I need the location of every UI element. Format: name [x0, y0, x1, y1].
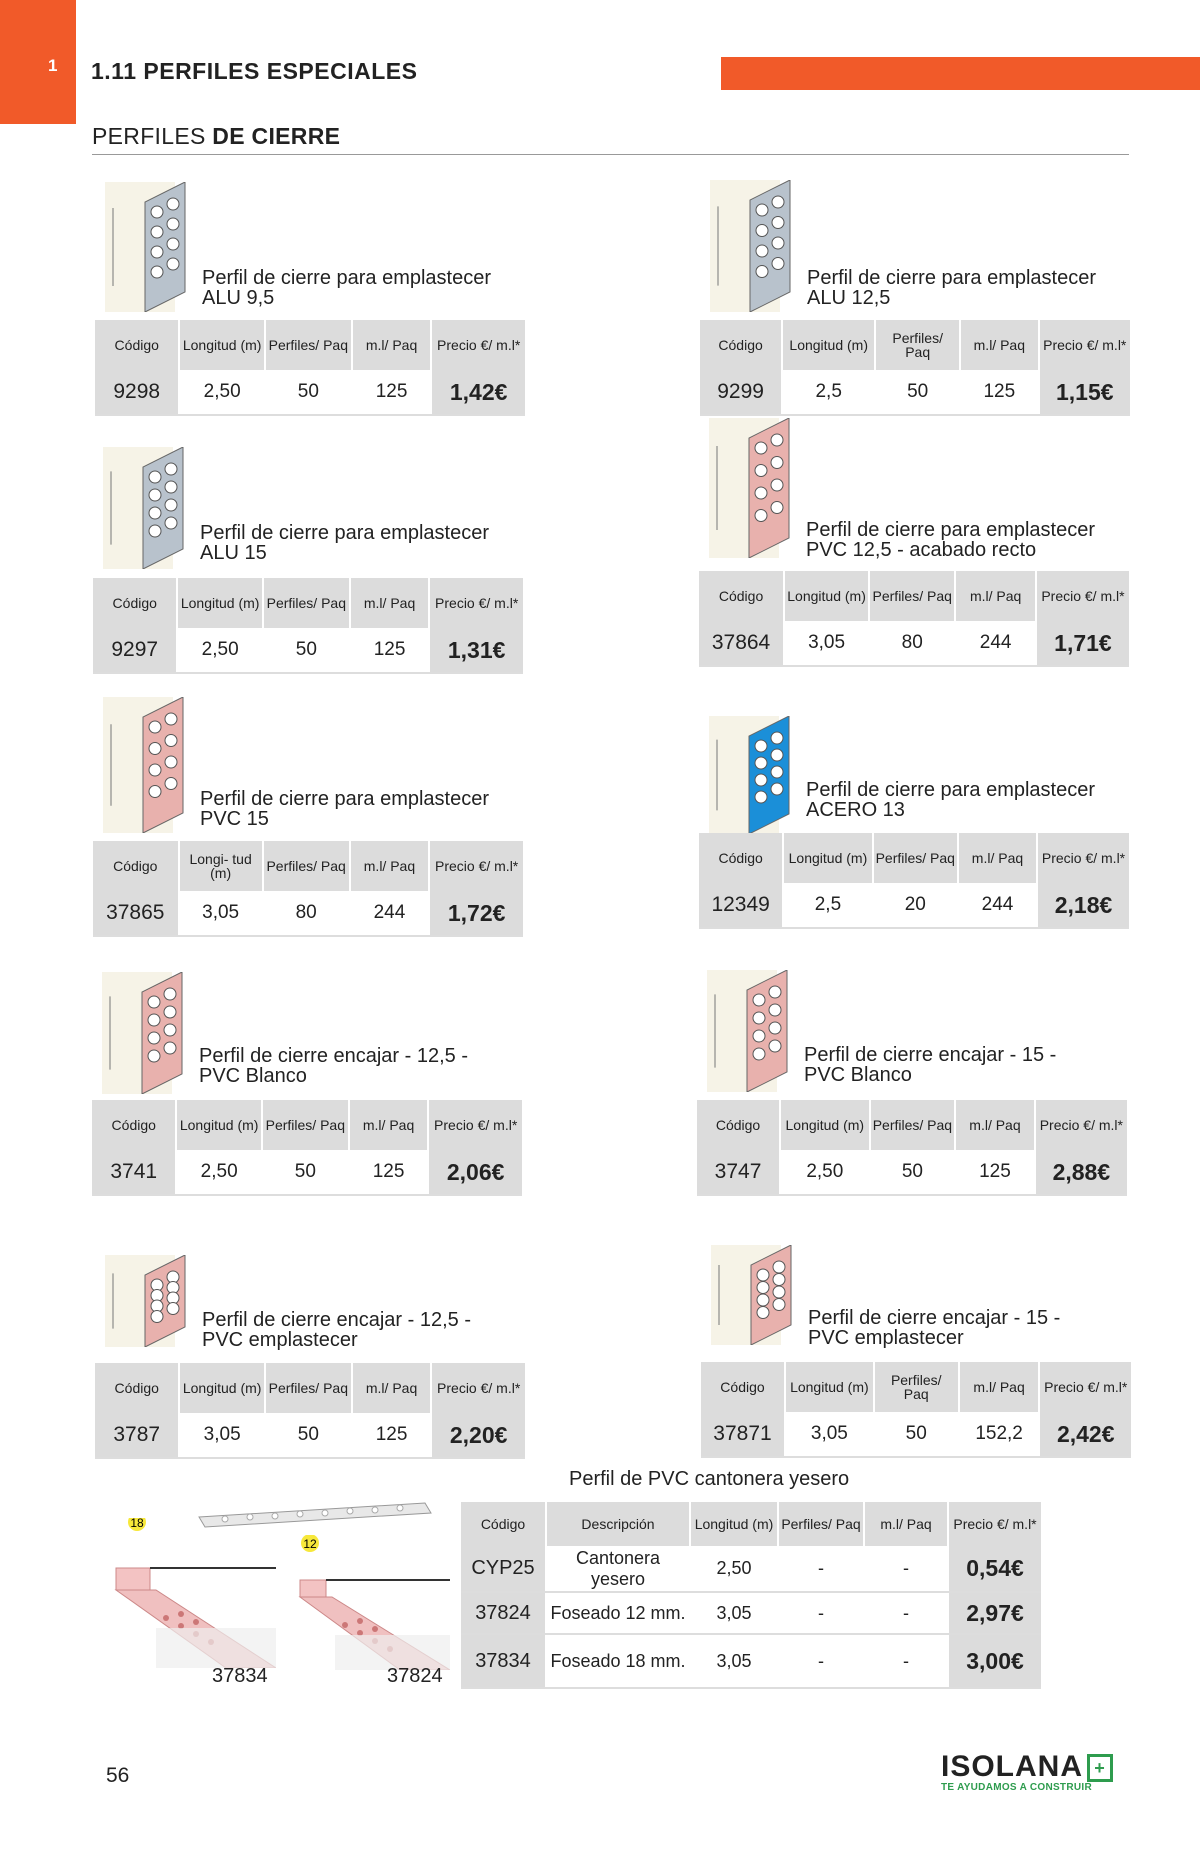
table-header-row: [92, 1100, 522, 1150]
col-codigo: Código: [93, 841, 179, 891]
product-block: [93, 697, 523, 935]
product-block: [700, 180, 1130, 414]
cell-longitud: 3,05: [690, 1634, 778, 1688]
table-row: [95, 370, 525, 415]
cell-perfiles: 80: [869, 621, 955, 666]
image-label-37824: 37824: [387, 1665, 443, 1687]
cell-codigo: 37824: [461, 1592, 546, 1634]
cell-descripcion: Foseado 12 mm.: [546, 1592, 690, 1634]
col-longitud: Longitud (m): [176, 1100, 261, 1150]
spec-table: [700, 320, 1130, 416]
cell-codigo: 3741: [92, 1150, 176, 1195]
col-codigo: Código: [701, 1362, 785, 1412]
cell-perfiles: -: [778, 1634, 864, 1688]
table-header-row: [95, 320, 525, 370]
product-name: Perfil de cierre encajar - 15 - PVC emplastecer: [808, 1307, 1061, 1349]
col-perfiles: Perfiles/ Paq: [873, 833, 958, 883]
product-block: [701, 1245, 1131, 1456]
cell-perfiles: 50: [265, 370, 352, 415]
profile-image: [102, 972, 192, 1099]
spec-table: [93, 841, 523, 937]
svg-text:18: 18: [130, 1518, 144, 1530]
table-row: [699, 621, 1129, 666]
spec-table: [92, 1100, 522, 1196]
cell-precio: 1,71€: [1036, 621, 1129, 666]
col-precio: Precio €/ m.l*: [948, 1502, 1041, 1546]
spec-table: [697, 1100, 1127, 1196]
cell-codigo: 37865: [93, 891, 179, 936]
cell-perfiles: 20: [873, 883, 958, 928]
cell-ml: 125: [352, 370, 432, 415]
table-header-row: [697, 1100, 1127, 1150]
page-number: 56: [106, 1764, 130, 1787]
col-codigo: Código: [95, 1363, 179, 1413]
col-codigo: Código: [461, 1502, 546, 1546]
col-codigo: Código: [699, 571, 784, 621]
col-ml: m.l/ Paq: [349, 1100, 429, 1150]
cell-codigo: 37864: [699, 621, 784, 666]
col-longitud: Longitud (m): [785, 1362, 874, 1412]
cell-longitud: 3,05: [690, 1592, 778, 1634]
cell-longitud: 2,5: [782, 370, 875, 415]
product-name: Perfil de cierre para emplastecer ALU 15: [200, 522, 490, 564]
cell-ml: -: [864, 1634, 948, 1688]
product-name: Perfil de cierre encajar - 12,5 - PVC Blanco: [199, 1045, 469, 1087]
product-name: Perfil de cierre para emplastecer ALU 9,5: [202, 267, 492, 309]
cell-ml: -: [864, 1546, 948, 1592]
cell-codigo: 9297: [93, 628, 177, 673]
col-longitud: Longitud (m): [177, 578, 262, 628]
cell-codigo: 9299: [700, 370, 782, 415]
cell-precio: 0,54€: [948, 1546, 1041, 1592]
table-row: [461, 1592, 1041, 1634]
cell-precio: 3,00€: [948, 1634, 1041, 1688]
cell-longitud: 2,50: [179, 370, 264, 415]
cantonera-table: [461, 1502, 1041, 1689]
profile-image: [709, 418, 799, 563]
section-subtitle: PERFILES DE CIERRE: [92, 123, 341, 149]
cell-precio: 1,31€: [429, 628, 523, 673]
product-block: [699, 418, 1129, 665]
profile-image: [103, 447, 193, 574]
cell-ml: 152,2: [959, 1412, 1040, 1457]
cell-precio: 1,15€: [1039, 370, 1131, 415]
product-name: Perfil de cierre para emplastecer ACERO 13: [806, 779, 1096, 821]
cell-ml: 125: [349, 1150, 429, 1195]
col-ml: m.l/ Paq: [959, 1362, 1040, 1412]
cell-ml: -: [864, 1592, 948, 1634]
cell-longitud: 2,50: [177, 628, 262, 673]
cell-longitud: 3,05: [785, 1412, 874, 1457]
table-header-row: [700, 320, 1130, 370]
image-label-37834: 37834: [212, 1665, 268, 1687]
product-name: Perfil de cierre para emplastecer PVC 12,5 - acabado recto: [806, 519, 1096, 561]
col-ml: m.l/ Paq: [960, 320, 1038, 370]
product-name: Perfil de cierre para emplastecer ALU 12,5: [807, 267, 1097, 309]
cell-precio: 2,20€: [431, 1413, 525, 1458]
col-perfiles: Perfiles/ Paq: [875, 320, 960, 370]
plus-icon: +: [1087, 1754, 1113, 1782]
cell-precio: 2,06€: [428, 1150, 522, 1195]
cell-perfiles: 50: [263, 628, 350, 673]
cell-ml: 244: [955, 621, 1036, 666]
col-longitud: Longitud (m): [179, 320, 264, 370]
col-codigo: Código: [700, 320, 782, 370]
cell-ml: 125: [955, 1150, 1034, 1195]
cell-precio: 1,72€: [429, 891, 523, 936]
table-row: [699, 883, 1129, 928]
cell-perfiles: 80: [263, 891, 350, 936]
product-block: [697, 970, 1127, 1194]
col-precio: Precio €/ m.l*: [1039, 320, 1131, 370]
product-name: Perfil de cierre para emplastecer PVC 15: [200, 788, 490, 830]
profile-image: [103, 697, 193, 838]
cell-ml: 244: [958, 883, 1037, 928]
col-precio: Precio €/ m.l*: [1037, 833, 1129, 883]
table-row: [92, 1150, 522, 1195]
spec-table: [699, 571, 1129, 667]
col-precio: Precio €/ m.l*: [429, 578, 523, 628]
table-row: [95, 1413, 525, 1458]
cell-ml: 125: [350, 628, 430, 673]
cell-codigo: CYP25: [461, 1546, 546, 1592]
col-longitud: Longitud (m): [179, 1363, 264, 1413]
col-codigo: Código: [697, 1100, 780, 1150]
col-ml: m.l/ Paq: [352, 320, 432, 370]
product-name: Perfil de cierre encajar - 12,5 - PVC emplastecer: [202, 1309, 472, 1351]
table-header-row: [701, 1362, 1131, 1412]
cell-codigo: 37834: [461, 1634, 546, 1688]
cell-perfiles: 50: [870, 1150, 956, 1195]
col-ml: m.l/ Paq: [955, 571, 1036, 621]
col-codigo: Código: [699, 833, 783, 883]
table-header-row: [95, 1363, 525, 1413]
cell-codigo: 37871: [701, 1412, 785, 1457]
cell-codigo: 12349: [699, 883, 783, 928]
spec-table: [95, 320, 525, 416]
col-perfiles: Perfiles/ Paq: [869, 571, 955, 621]
col-ml: m.l/ Paq: [352, 1363, 432, 1413]
spec-table: [701, 1362, 1131, 1458]
product-block: [95, 182, 525, 414]
table-row: [93, 891, 523, 936]
col-codigo: Código: [92, 1100, 176, 1150]
cell-precio: 2,88€: [1035, 1150, 1127, 1195]
profile-image: [710, 180, 800, 317]
col-precio: Precio €/ m.l*: [431, 1363, 525, 1413]
section-divider: [92, 154, 1129, 155]
cell-codigo: 9298: [95, 370, 179, 415]
cell-ml: 125: [352, 1413, 432, 1458]
page-title: 1.11 PERFILES ESPECIALES: [91, 58, 418, 84]
col-precio: Precio €/ m.l*: [1036, 571, 1129, 621]
cell-longitud: 2,5: [783, 883, 872, 928]
cell-precio: 2,18€: [1037, 883, 1129, 928]
col-longitud: Longi- tud (m): [179, 841, 263, 891]
spec-table: [95, 1363, 525, 1459]
profile-image: [711, 1245, 801, 1350]
product-block: [699, 716, 1129, 927]
cell-ml: 125: [960, 370, 1038, 415]
col-longitud: Longitud (m): [784, 571, 869, 621]
spec-table: [93, 578, 523, 674]
col-perfiles: Perfiles/ Paq: [262, 1100, 349, 1150]
table-row: [701, 1412, 1131, 1457]
col-precio: Precio €/ m.l*: [431, 320, 525, 370]
col-perfiles: Perfiles/ Paq: [263, 578, 350, 628]
cell-longitud: 2,50: [176, 1150, 261, 1195]
cell-perfiles: 50: [875, 370, 960, 415]
product-name: Perfil de cierre encajar - 15 - PVC Blanco: [804, 1044, 1057, 1086]
cell-ml: 244: [350, 891, 430, 936]
table-header-row: [699, 571, 1129, 621]
cell-longitud: 3,05: [784, 621, 869, 666]
header-accent-bar: [721, 57, 1200, 90]
cantonera-title: Perfil de PVC cantonera yesero: [569, 1468, 850, 1490]
col-ml: m.l/ Paq: [958, 833, 1037, 883]
profile-image: [709, 716, 799, 839]
cell-codigo: 3747: [697, 1150, 780, 1195]
col-perfiles: Perfiles/ Paq: [874, 1362, 959, 1412]
profile-image: [105, 182, 195, 317]
cell-perfiles: 50: [262, 1150, 349, 1195]
col-precio: Precio €/ m.l*: [1039, 1362, 1131, 1412]
table-row: [461, 1634, 1041, 1688]
col-precio: Precio €/ m.l*: [428, 1100, 522, 1150]
table-header-row: [461, 1502, 1041, 1546]
svg-text:12: 12: [303, 1537, 317, 1551]
cell-longitud: 2,50: [780, 1150, 870, 1195]
product-block: [95, 1255, 525, 1457]
product-block: [92, 972, 522, 1194]
col-longitud: Longitud (m): [783, 833, 872, 883]
cell-descripcion: Foseado 18 mm.: [546, 1634, 690, 1688]
col-ml: m.l/ Paq: [350, 578, 430, 628]
chapter-number: 1: [48, 56, 58, 75]
col-perfiles: Perfiles/ Paq: [263, 841, 350, 891]
cell-perfiles: 50: [265, 1413, 352, 1458]
table-header-row: [699, 833, 1129, 883]
cell-perfiles: -: [778, 1592, 864, 1634]
foseado-18-diagram: [96, 1518, 276, 1668]
foseado-12-diagram: [280, 1535, 450, 1670]
spec-table: [699, 833, 1129, 929]
col-longitud: Longitud (m): [690, 1502, 778, 1546]
profile-image: [105, 1255, 195, 1352]
table-header-row: [93, 578, 523, 628]
cell-longitud: 2,50: [690, 1546, 778, 1592]
profile-image: [707, 970, 797, 1097]
col-longitud: Longitud (m): [782, 320, 875, 370]
table-row: [697, 1150, 1127, 1195]
cell-codigo: 3787: [95, 1413, 179, 1458]
cell-descripcion: Cantonera yesero: [546, 1546, 690, 1592]
col-precio: Precio €/ m.l*: [429, 841, 523, 891]
cell-perfiles: -: [778, 1546, 864, 1592]
col-perfiles: Perfiles/ Paq: [778, 1502, 864, 1546]
col-perfiles: Perfiles/ Paq: [265, 320, 352, 370]
cell-precio: 2,97€: [948, 1592, 1041, 1634]
cell-precio: 1,42€: [431, 370, 525, 415]
col-perfiles: Perfiles/ Paq: [870, 1100, 956, 1150]
col-descripcion: Descripción: [546, 1502, 690, 1546]
isolana-logo: ISOLANA + TE AYUDAMOS A CONSTRUIR: [941, 1750, 1113, 1793]
col-precio: Precio €/ m.l*: [1035, 1100, 1127, 1150]
col-ml: m.l/ Paq: [864, 1502, 948, 1546]
cell-longitud: 3,05: [179, 891, 263, 936]
cell-perfiles: 50: [874, 1412, 959, 1457]
cell-precio: 2,42€: [1039, 1412, 1131, 1457]
cell-longitud: 3,05: [179, 1413, 264, 1458]
table-row: [93, 628, 523, 673]
col-longitud: Longitud (m): [780, 1100, 870, 1150]
col-codigo: Código: [93, 578, 177, 628]
table-row: [461, 1546, 1041, 1592]
col-ml: m.l/ Paq: [955, 1100, 1034, 1150]
chapter-tab: [0, 0, 76, 124]
table-header-row: [93, 841, 523, 891]
table-row: [700, 370, 1130, 415]
col-ml: m.l/ Paq: [350, 841, 430, 891]
product-block: [93, 447, 523, 672]
col-perfiles: Perfiles/ Paq: [265, 1363, 352, 1413]
col-codigo: Código: [95, 320, 179, 370]
